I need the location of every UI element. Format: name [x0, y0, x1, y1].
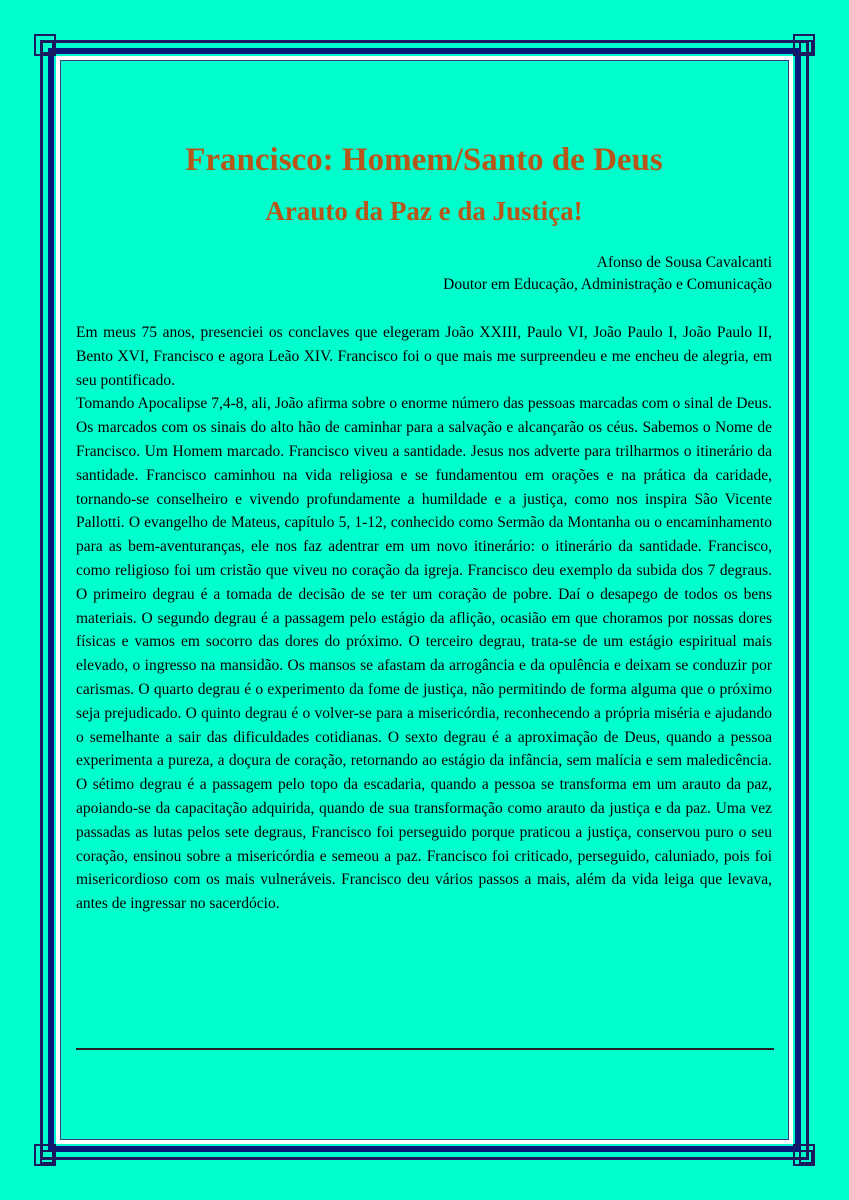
document-title: Francisco: Homem/Santo de Deus — [185, 142, 663, 178]
corner-ornament-top-left — [34, 34, 56, 56]
author-name: Afonso de Sousa Cavalcanti — [596, 254, 772, 271]
corner-ornament-top-right — [793, 34, 815, 56]
document-content — [76, 130, 772, 916]
corner-ornament-bottom-left — [34, 1144, 56, 1166]
paragraph: Tomando Apocalipse 7,4-8, ali, João afirma sobre o enorme número das pessoas marcadas com o sinal de Deus. Os marcados com os sinais do alto hão de caminhar para a salvação e alcançarão os céus. Sabemos o Nome de Francisco. Um Homem marcado. Francisco viveu a santidade. Jesus nos adverte para trilharmos o itinerário da santidade. Francisco caminhou na vida religiosa e se fundamentou em orações e na prática da caridade, tornando-se conselheiro e vivendo profundamente a humildade e a justiça, como nos inspira São Vicente Pallotti. O evangelho de Mateus, capítulo 5, 1-12, conhecido como Sermão da Montanha ou o encaminhamento para as bem-aventuranças, ele nos faz adentrar em um novo itinerário: o itinerário da santidade. Francisco, como religioso foi um cristão que viveu no coração da igreja. Francisco deu exemplo da subida dos 7 degraus. O primeiro degrau é a tomada de decisão de se ter um coração de pobre. Daí o desapego de todos os bens materiais. O segundo degrau é a passagem pelo estágio da aflição, ocasião em que choramos por nossas dores físicas e vamos em socorro das dores do próximo. O terceiro degrau, trata-se de um estágio espiritual mais elevado, o ingresso na mansidão. Os mansos se afastam da arrogância e da opulência e deixam se conduzir por carismas. O quarto degrau é o experimento da fome de justiça, não permitindo de forma alguma que o próximo seja prejudicado. O quinto degrau é o volver-se para a misericórdia, reconhecendo a própria miséria e ajudando o semelhante a sair das dificuldades cotidianas. O sexto degrau é a aproximação de Deus, quando a pessoa experimenta a pureza, a doçura de coração, retornando ao estágio da infância, sem malícia e sem maledicência. O sétimo degrau é a passagem pelo topo da escadaria, quando a pessoa se transforma em um arauto da paz, apoiando-se da capacitação adquirida, quando de sua transformação como arauto da justiça e da paz. Uma vez passadas as lutas pelos sete degraus, Francisco foi perseguido porque praticou a justiça, conservou puro o seu coração, ensinou sobre a misericórdia e semeou a paz. Francisco foi criticado, perseguido, caluniado, pois foi misericordioso com os mais vulneráveis. Francisco deu vários passos a mais, além da vida leiga que levava, antes de ingressar no sacerdócio. — [76, 395, 772, 913]
author-credentials: Doutor em Educação, Administração e Comunicação — [443, 276, 772, 293]
document-subtitle: Arauto da Paz e da Justiça! — [265, 196, 583, 226]
author-block — [76, 252, 772, 296]
horizontal-rule — [76, 1048, 774, 1050]
body-text — [76, 321, 772, 916]
corner-ornament-bottom-right — [793, 1144, 815, 1166]
paragraph: Em meus 75 anos, presenciei os conclaves que elegeram João XXIII, Paulo VI, João Paulo I, João Paulo II, Bento XVI, Francisco e agora Leão XIV. Francisco foi o que mais me surpreendeu e me encheu de alegria, em seu pontificado. — [76, 324, 772, 389]
